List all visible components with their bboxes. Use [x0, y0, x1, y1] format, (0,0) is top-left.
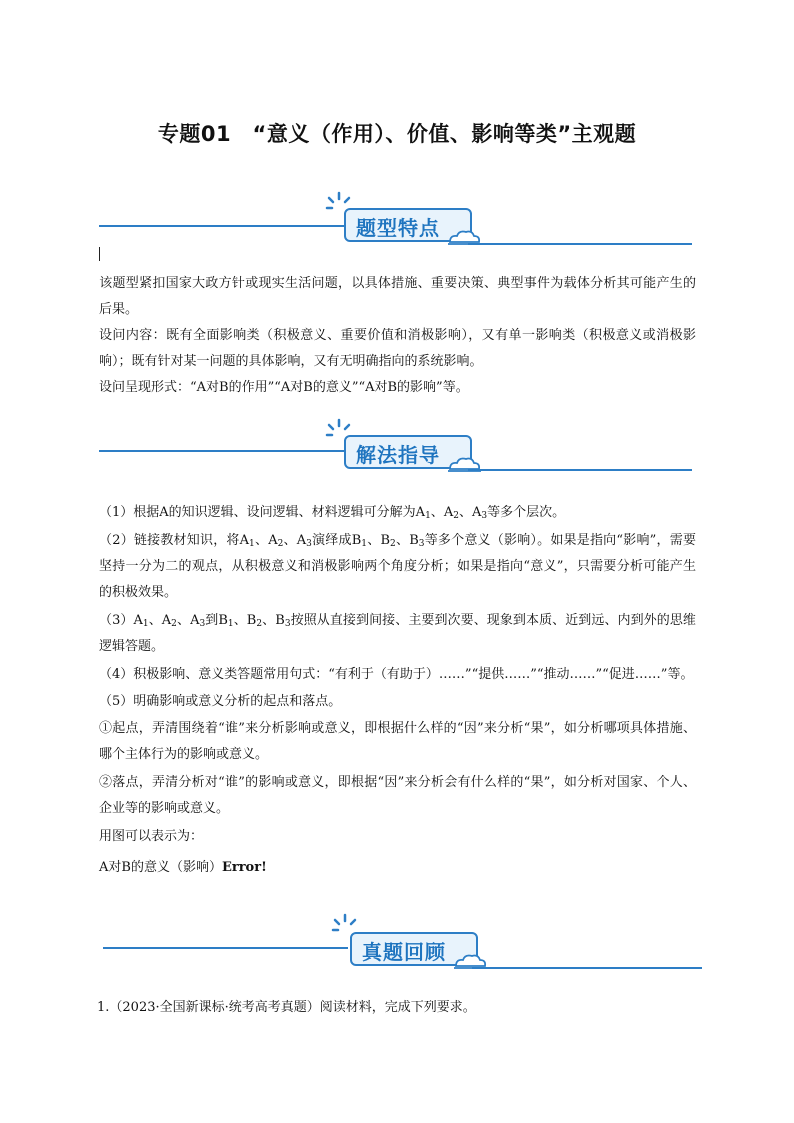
question-text: 1.（2023·全国新课标·统考高考真题）阅读材料，完成下列要求。	[97, 1000, 476, 1015]
paragraph-text: 用图可以表示为：	[99, 829, 204, 844]
subscript: 3	[199, 619, 206, 629]
paragraph	[99, 608, 696, 660]
text-run: 按照从直接到间接、主要到次要、现象到本质、近到远、内到外的思维逻辑答题。	[99, 613, 696, 654]
section-header-methods	[0, 413, 794, 473]
paragraph-text: （4）积极影响、意义类答题常用句式：“有利于（有助于）……”“提供……”“推动……”“促进……”等。	[99, 667, 694, 682]
text-run: B	[275, 613, 285, 628]
text-run: A	[268, 533, 278, 548]
paragraph-text: 设问内容：既有全面影响类（积极意义、重要价值和消极影响），又有单一影响类（积极意义或消极影响）；既有针对某一问题的具体影响，又有无明确指向的系统影响。	[99, 328, 696, 369]
subscript: 3	[306, 539, 312, 549]
text-run: A	[296, 533, 307, 548]
text-cursor	[99, 247, 100, 261]
text-run: 、	[262, 613, 276, 628]
paragraph	[99, 375, 696, 401]
text-run: B	[380, 533, 391, 548]
cloud-icon	[452, 952, 488, 972]
subscript: 1	[249, 539, 255, 549]
subscript: 1	[142, 619, 149, 629]
cloud-icon	[446, 455, 482, 475]
text-run: 演绎成B	[311, 533, 362, 548]
divider-line	[99, 225, 344, 227]
text-run: 、	[233, 613, 247, 628]
error-field: Error!	[221, 860, 267, 875]
text-run: 等多个意义（影响）。如果是指向“影响”，需要坚持一分为二的观点，从积极意义和消极影响两个角度分析；如果是指向“意义”，只需要分析可能产生的积极效果。	[99, 533, 696, 600]
section-header-features	[0, 188, 794, 248]
text-run: （1）根据A的知识逻辑、设问逻辑、材料逻辑可分解为A	[99, 505, 426, 520]
section-header-review	[0, 910, 794, 970]
subscript: 2	[277, 539, 284, 549]
divider-line	[99, 450, 344, 452]
text-run: 到B	[205, 613, 228, 628]
divider-line	[472, 967, 702, 969]
subscript: 1	[361, 539, 368, 549]
paragraph	[99, 323, 696, 375]
subscript: 2	[453, 511, 459, 521]
divider-line	[468, 469, 692, 471]
subscript: 2	[171, 619, 177, 629]
subscript: 3	[418, 539, 425, 549]
section-badge-label: 题型特点	[356, 216, 440, 240]
paragraph	[99, 528, 696, 606]
paragraph	[99, 770, 696, 822]
paragraph	[99, 500, 696, 526]
text-run: B	[246, 613, 257, 628]
section-badge-label: 解法指导	[356, 443, 440, 467]
section-badge-label: 真题回顾	[362, 940, 446, 964]
paragraph-text: ②落点，弄清分析对“谁”的影响或意义，即根据“因”来分析会有什么样的“果”，如分析对国家、个人、企业等的影响或意义。	[99, 775, 696, 816]
text-run: A	[443, 505, 454, 520]
subscript: 3	[481, 511, 488, 521]
paragraph-text: 该题型紧扣国家大政方针或现实生活问题，以具体措施、重要决策、典型事件为载体分析其可能产生的后果。	[99, 276, 696, 317]
page-title: 专题01 “意义（作用）、价值、影响等类”主观题	[157, 122, 637, 146]
paragraph	[99, 855, 696, 881]
subscript: 1	[425, 511, 431, 521]
text-run: 、	[395, 533, 410, 548]
paragraph-text: （5）明确影响或意义分析的起点和落点。	[99, 694, 342, 709]
paragraph	[99, 689, 696, 715]
paragraph	[99, 271, 696, 323]
text-run: 、	[148, 613, 162, 628]
paragraph	[99, 662, 696, 688]
text-run: A	[190, 613, 200, 628]
subscript: 3	[284, 619, 291, 629]
text-run: A	[471, 505, 482, 520]
text-run: A对B的意义（影响）	[99, 860, 222, 875]
subscript: 1	[227, 619, 234, 629]
text-run: 等多个层次。	[487, 505, 566, 520]
paragraph	[99, 824, 696, 850]
text-run: 、	[283, 533, 297, 548]
text-run: B	[409, 533, 419, 548]
divider-line	[468, 243, 692, 245]
cloud-icon	[446, 228, 482, 248]
paragraph	[99, 716, 696, 768]
text-run: 、	[176, 613, 191, 628]
text-run: A	[161, 613, 172, 628]
paragraph-text: 设问呈现形式：“A对B的作用”“A对B的意义”“A对B的影响”等。	[99, 380, 469, 395]
text-run: 、	[367, 533, 381, 548]
text-run: （2）链接教材知识，将A	[99, 533, 250, 548]
text-run: 、	[430, 505, 444, 520]
subscript: 2	[256, 619, 263, 629]
text-run: （3）A	[99, 613, 143, 628]
subscript: 2	[390, 539, 396, 549]
paragraph	[97, 995, 694, 1021]
paragraph-text: ①起点，弄清围绕着“谁”来分析影响或意义，即根据什么样的“因”来分析“果”，如分析哪项具体措施、哪个主体行为的影响或意义。	[99, 721, 696, 762]
divider-line	[103, 947, 348, 949]
text-run: 、	[458, 505, 472, 520]
text-run: 、	[254, 533, 269, 548]
